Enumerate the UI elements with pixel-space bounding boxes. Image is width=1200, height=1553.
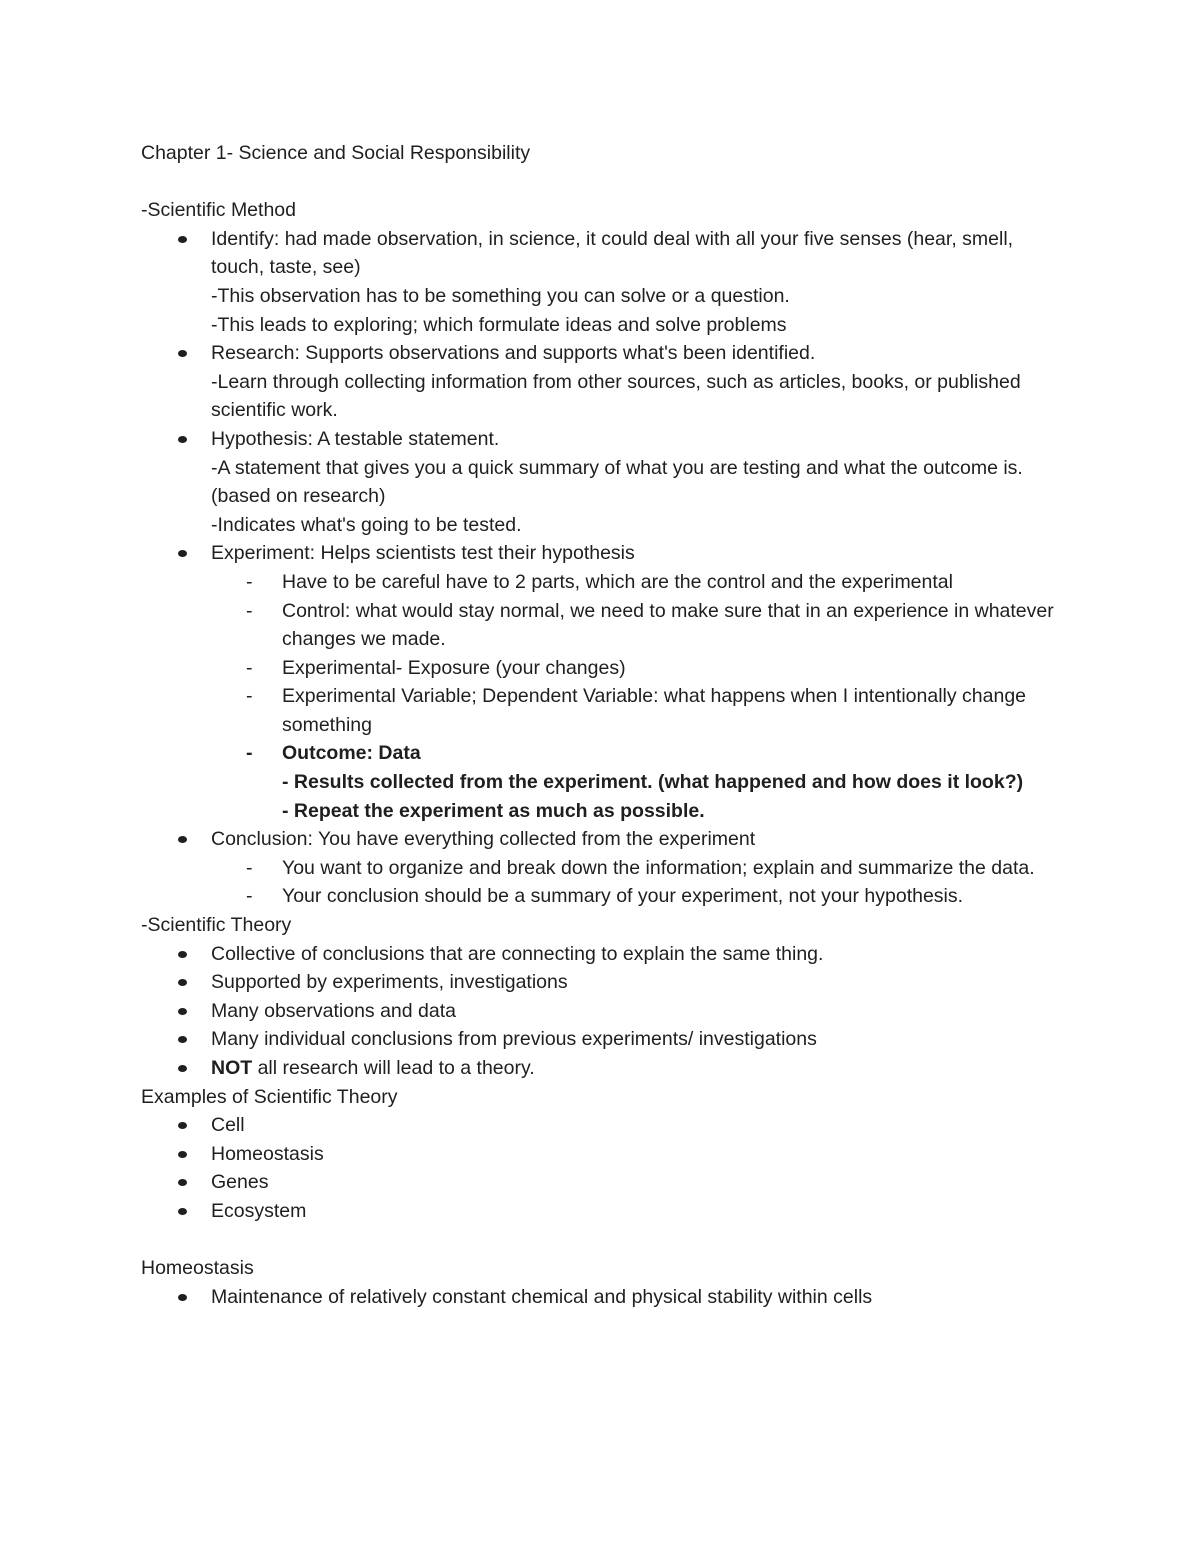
- page-title: Chapter 1- Science and Social Responsibility: [141, 142, 531, 164]
- list-item-identify: [211, 225, 1061, 339]
- document-body: [141, 139, 1061, 1311]
- experiment-sublist: [211, 568, 1061, 825]
- outcome-label: Outcome: Data: [282, 742, 421, 765]
- theory-item-2: Supported by experiments, investigations: [211, 968, 1061, 997]
- identify-text: Identify: had made observation, in science, it could deal with all your five senses (hear, smell, touch, taste, see): [211, 227, 1014, 279]
- research-text: Research: Supports observations and supports what's been identified.: [211, 342, 816, 365]
- blank-line: [141, 1226, 1061, 1255]
- identify-sub-1: -This observation has to be something you can solve or a question.: [211, 284, 790, 307]
- experiment-dash-2: - Control: what would stay normal, we need to make sure that in an experience in whatever changes we made.: [282, 597, 1061, 654]
- hypothesis-text: Hypothesis: A testable statement.: [211, 427, 500, 450]
- list-item-hypothesis: [211, 425, 1061, 539]
- scientific-method-list: [141, 225, 1061, 911]
- theory-item-5-text: all research will lead to a theory.: [252, 1057, 535, 1079]
- identify-sub-2: -This leads to exploring; which formulate ideas and solve problems: [211, 313, 787, 336]
- conclusion-dash-2: - Your conclusion should be a summary of your experiment, not your hypothesis.: [282, 882, 1061, 911]
- not-emphasis: NOT: [211, 1057, 253, 1079]
- section-heading-scientific-theory: -Scientific Theory: [141, 914, 292, 937]
- scientific-theory-list: [141, 940, 1061, 1083]
- conclusion-dash-1: - You want to organize and break down the information; explain and summarize the data.: [282, 854, 1061, 883]
- conclusion-text: Conclusion: You have everything collected from the experiment: [211, 828, 756, 851]
- example-item-3: Genes: [211, 1168, 1061, 1197]
- conclusion-sublist: [211, 854, 1061, 911]
- section-heading-homeostasis: Homeostasis: [141, 1257, 254, 1280]
- section-heading-examples: Examples of Scientific Theory: [141, 1085, 398, 1108]
- hypothesis-sub-2: -Indicates what's going to be tested.: [211, 513, 522, 536]
- outcome-line-1: - Results collected from the experiment. (what happened and how does it look?): [282, 771, 1024, 794]
- example-item-4: Ecosystem: [211, 1197, 1061, 1226]
- examples-list: [141, 1111, 1061, 1225]
- theory-item-1: Collective of conclusions that are connecting to explain the same thing.: [211, 940, 1061, 969]
- section-heading-scientific-method: -Scientific Method: [141, 199, 296, 222]
- outcome-line-2: - Repeat the experiment as much as possible.: [282, 799, 705, 822]
- homeostasis-list: [141, 1283, 1061, 1312]
- example-item-2: Homeostasis: [211, 1140, 1061, 1169]
- theory-item-5: [211, 1054, 1061, 1083]
- experiment-dash-4: - Experimental Variable; Dependent Variable: what happens when I intentionally change something: [282, 682, 1061, 739]
- homeostasis-item-1: Maintenance of relatively constant chemical and physical stability within cells: [211, 1283, 1061, 1312]
- list-item-experiment: [211, 539, 1061, 825]
- list-item-conclusion: [211, 825, 1061, 911]
- experiment-dash-1: - Have to be careful have to 2 parts, which are the control and the experimental: [282, 568, 1061, 597]
- research-sub-1: -Learn through collecting information from other sources, such as articles, books, or published scientific work.: [211, 370, 1021, 422]
- experiment-dash-3: - Experimental- Exposure (your changes): [282, 654, 1061, 683]
- blank-line: [141, 168, 1061, 197]
- list-item-research: [211, 339, 1061, 425]
- example-item-1: Cell: [211, 1111, 1061, 1140]
- theory-item-4: Many individual conclusions from previous experiments/ investigations: [211, 1025, 1061, 1054]
- experiment-text: Experiment: Helps scientists test their hypothesis: [211, 542, 635, 565]
- experiment-outcome: [282, 739, 1061, 825]
- hypothesis-sub-1: -A statement that gives you a quick summary of what you are testing and what the outcome is. (based on research): [211, 456, 1023, 508]
- theory-item-3: Many observations and data: [211, 997, 1061, 1026]
